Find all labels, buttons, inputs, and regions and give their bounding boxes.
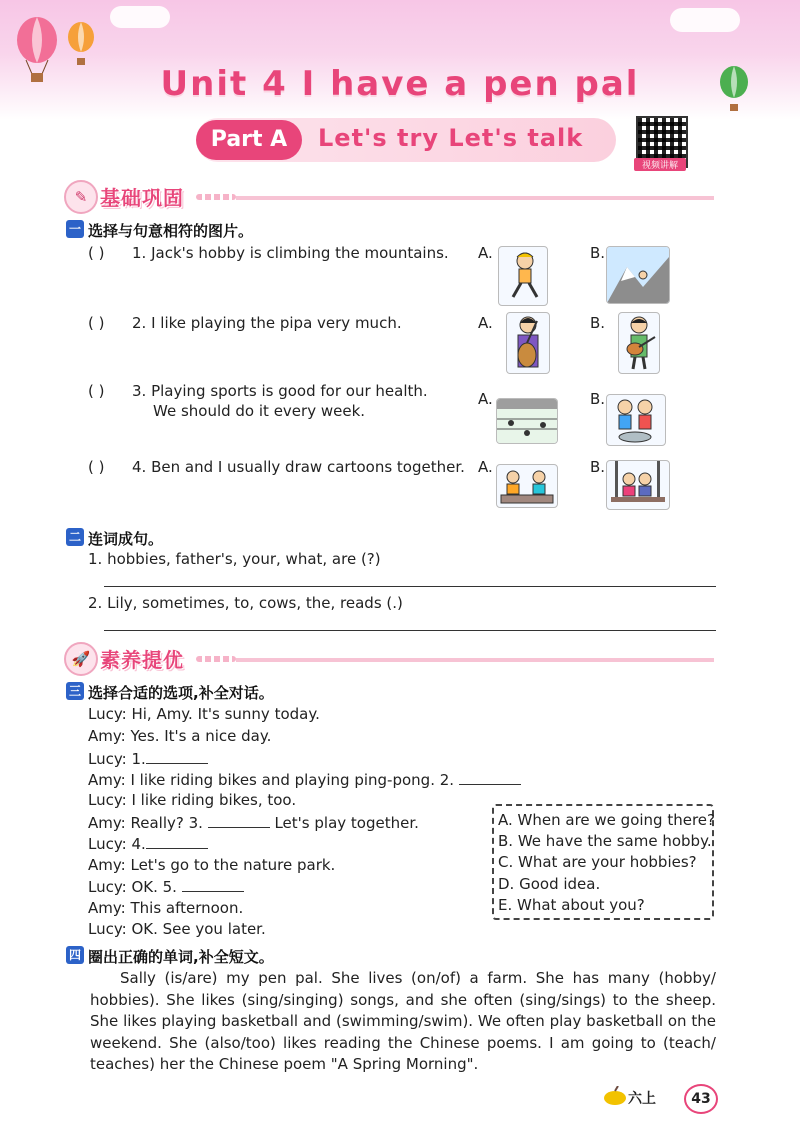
- question-instruction: 选择合适的选项,补全对话。: [88, 684, 274, 702]
- question-text: 1. Jack's hobby is climbing the mountains.: [132, 244, 449, 262]
- children-washing-picture[interactable]: [606, 394, 666, 446]
- sentence-prompt: 2. Lily, sometimes, to, cows, the, reads (.): [88, 594, 403, 612]
- pencil-icon: ✎: [64, 180, 98, 214]
- question-instruction: 选择与句意相符的图片。: [88, 222, 254, 240]
- answer-paren[interactable]: ( ): [88, 382, 105, 400]
- grade-label: 六上: [628, 1091, 656, 1107]
- cloud-decoration: [670, 8, 740, 32]
- boy-guitar-picture[interactable]: [618, 312, 660, 374]
- dialogue-line: Lucy: Hi, Amy. It's sunny today.: [88, 705, 320, 723]
- dialogue-line: Amy: Yes. It's a nice day.: [88, 727, 272, 745]
- answer-paren[interactable]: ( ): [88, 314, 105, 332]
- dialogue-text: Lucy: OK. 5.: [88, 878, 177, 896]
- hot-air-balloon-icon: [66, 22, 96, 70]
- answer-paren[interactable]: ( ): [88, 458, 105, 476]
- option-b-label: B.: [590, 458, 606, 476]
- option-a-label: A.: [478, 244, 493, 262]
- dialogue-text-after: Let's play together.: [274, 814, 419, 832]
- dialogue-line-4: [88, 834, 208, 853]
- option-item: B. We have the same hobby.: [498, 832, 712, 850]
- dialogue-text: Amy: Really? 3.: [88, 814, 203, 832]
- section2-title: 素养提优: [100, 648, 184, 672]
- question-text: 2. I like playing the pipa very much.: [132, 314, 402, 332]
- question-text-line2: We should do it every week.: [153, 402, 366, 420]
- section1-title: 基础巩固: [100, 186, 184, 210]
- dialogue-line: Amy: Let's go to the nature park.: [88, 856, 336, 874]
- question-instruction: 连词成句。: [88, 530, 164, 548]
- qr-label: 视频讲解: [634, 158, 686, 171]
- option-a-label: A.: [478, 390, 493, 408]
- cloze-paragraph: Sally (is/are) my pen pal. She lives (on/of) a farm. She has many (hobby/ hobbies). She likes (sing/singing) songs, and she often (sing/sings) to the sheep. She likes playing basketball and (swimming/swim). We often play basketball on the weekend. She (also/too) likes reading the Chinese poems. I am going to (teach/ teaches) her the Chinese poem "A Spring Morning".: [90, 969, 716, 1073]
- question-number: 一: [66, 220, 84, 238]
- children-bench-picture[interactable]: [606, 460, 670, 510]
- dialogue-line-1: [88, 749, 208, 768]
- option-b-label: B.: [590, 314, 606, 332]
- dialogue-text: Lucy: 1.: [88, 750, 146, 768]
- girl-pipa-picture[interactable]: [506, 312, 550, 374]
- part-label: Part A: [196, 120, 302, 160]
- page-number: 43: [684, 1084, 718, 1114]
- option-b-label: B.: [590, 244, 606, 262]
- rocket-icon: 🚀: [64, 642, 98, 676]
- section-divider: [236, 658, 714, 662]
- pear-icon: [602, 1086, 628, 1106]
- children-drawing-picture[interactable]: [496, 464, 558, 508]
- answer-line[interactable]: [104, 630, 716, 631]
- answer-blank-5[interactable]: [182, 877, 244, 892]
- answer-blank-3[interactable]: [208, 813, 270, 828]
- answer-blank-1[interactable]: [146, 749, 208, 764]
- section-divider: [196, 656, 236, 662]
- dialogue-text: Lucy: 4.: [88, 835, 146, 853]
- dialogue-line: Lucy: I like riding bikes, too.: [88, 791, 297, 809]
- question-text: 3. Playing sports is good for our health.: [132, 382, 428, 400]
- option-item: A. When are we going there?: [498, 811, 715, 829]
- question-number: 三: [66, 682, 84, 700]
- section-divider: [236, 196, 714, 200]
- question-text: 4. Ben and I usually draw cartoons together.: [132, 458, 465, 476]
- option-b-label: B.: [590, 390, 606, 408]
- answer-line[interactable]: [104, 586, 716, 587]
- question-instruction: 圈出正确的单词,补全短文。: [88, 948, 274, 966]
- question-number: 四: [66, 946, 84, 964]
- unit-title: Unit 4 I have a pen pal: [160, 64, 640, 104]
- part-text: Let's try Let's talk: [318, 124, 584, 152]
- cloud-decoration: [110, 6, 170, 28]
- answer-blank-2[interactable]: [459, 770, 521, 785]
- option-item: C. What are your hobbies?: [498, 853, 697, 871]
- dialogue-line: Lucy: OK. See you later.: [88, 920, 266, 938]
- climbing-mountain-picture[interactable]: [606, 246, 670, 304]
- option-item: E. What about you?: [498, 896, 645, 914]
- option-a-label: A.: [478, 458, 493, 476]
- question-number: 二: [66, 528, 84, 546]
- boy-running-picture[interactable]: [498, 246, 548, 306]
- dialogue-line-3: [88, 813, 419, 832]
- answer-paren[interactable]: ( ): [88, 244, 105, 262]
- option-item: D. Good idea.: [498, 875, 601, 893]
- dialogue-line-5: [88, 877, 244, 896]
- dialogue-text: Amy: I like riding bikes and playing ping-pong. 2.: [88, 771, 455, 789]
- sports-field-picture[interactable]: [496, 398, 558, 444]
- dialogue-line: Amy: This afternoon.: [88, 899, 244, 917]
- sentence-prompt: 1. hobbies, father's, your, what, are (?): [88, 550, 381, 568]
- answer-blank-4[interactable]: [146, 834, 208, 849]
- dialogue-line-2: [88, 770, 521, 789]
- option-a-label: A.: [478, 314, 493, 332]
- section-divider: [196, 194, 236, 200]
